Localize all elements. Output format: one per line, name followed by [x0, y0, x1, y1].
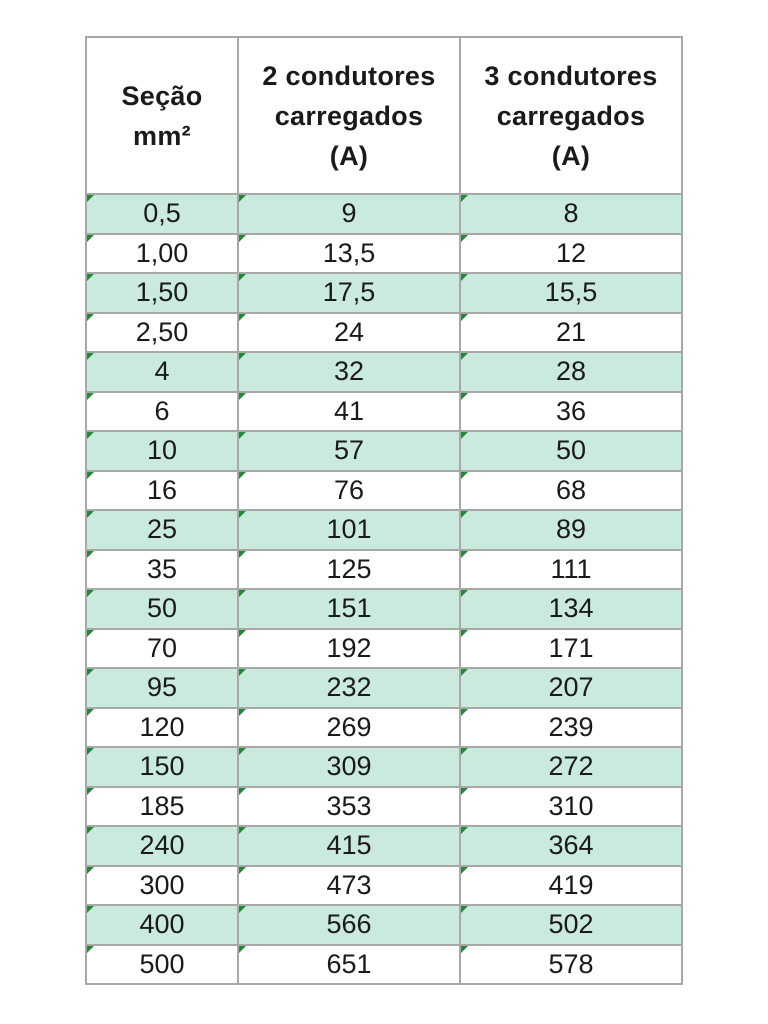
table-row [86, 194, 682, 234]
cell-value: 578 [548, 948, 594, 979]
cell-value: 125 [326, 553, 372, 584]
cell-two-conductors [238, 826, 460, 866]
cell-three-conductors [460, 471, 682, 511]
cell-marker-icon [239, 314, 246, 321]
table-row [86, 826, 682, 866]
cell-value: 21 [555, 316, 587, 347]
cell-marker-icon [461, 235, 468, 242]
cell-marker-icon [239, 432, 246, 439]
cell-marker-icon [87, 235, 94, 242]
cell-two-conductors [238, 313, 460, 353]
cell-value: 651 [326, 948, 372, 979]
cell-value: 32 [333, 356, 365, 387]
cell-three-conductors [460, 708, 682, 748]
cell-value: 50 [146, 593, 178, 624]
cell-value: 1,00 [135, 237, 189, 268]
cell-marker-icon [239, 235, 246, 242]
cell-value: 419 [548, 869, 594, 900]
cell-three-conductors [460, 194, 682, 234]
header-three-conductors-line: (A) [551, 140, 591, 171]
cell-three-conductors [460, 905, 682, 945]
cell-three-conductors [460, 589, 682, 629]
cell-value: 473 [326, 869, 372, 900]
table-row [86, 392, 682, 432]
cell-value: 353 [326, 790, 372, 821]
cell-marker-icon [461, 195, 468, 202]
cell-value: 4 [154, 356, 170, 387]
cell-three-conductors [460, 431, 682, 471]
header-three-conductors-line: carregados [496, 100, 646, 131]
cell-value: 239 [548, 711, 594, 742]
cell-value: 185 [139, 790, 185, 821]
cell-three-conductors [460, 866, 682, 906]
cell-value: 68 [555, 474, 587, 505]
cell-marker-icon [461, 788, 468, 795]
cell-value: 36 [555, 395, 587, 426]
cell-section [86, 273, 238, 313]
cell-section [86, 708, 238, 748]
cell-section [86, 747, 238, 787]
cell-marker-icon [239, 511, 246, 518]
cell-section [86, 589, 238, 629]
cell-marker-icon [461, 590, 468, 597]
table-row [86, 510, 682, 550]
cell-three-conductors [460, 550, 682, 590]
cell-section [86, 945, 238, 985]
cell-three-conductors [460, 313, 682, 353]
table-row [86, 629, 682, 669]
cell-marker-icon [461, 946, 468, 953]
cell-marker-icon [239, 472, 246, 479]
cell-marker-icon [461, 432, 468, 439]
header-three-conductors [460, 37, 682, 194]
cell-section [86, 629, 238, 669]
cell-three-conductors [460, 629, 682, 669]
cell-two-conductors [238, 668, 460, 708]
cell-value: 17,5 [322, 277, 376, 308]
header-three-conductors-line: 3 condutores [484, 60, 658, 91]
cell-marker-icon [87, 630, 94, 637]
cell-marker-icon [87, 788, 94, 795]
cell-three-conductors [460, 826, 682, 866]
cell-marker-icon [461, 748, 468, 755]
cell-marker-icon [87, 748, 94, 755]
cell-marker-icon [239, 788, 246, 795]
cell-marker-icon [87, 314, 94, 321]
cell-value: 2,50 [135, 316, 189, 347]
cell-marker-icon [461, 274, 468, 281]
cell-marker-icon [461, 472, 468, 479]
cell-value: 1,50 [135, 277, 189, 308]
cell-two-conductors [238, 234, 460, 274]
cell-three-conductors [460, 747, 682, 787]
cell-value: 566 [326, 909, 372, 940]
cell-section [86, 431, 238, 471]
cell-section [86, 194, 238, 234]
cell-marker-icon [87, 906, 94, 913]
table-row [86, 787, 682, 827]
table-row [86, 708, 682, 748]
cell-three-conductors [460, 787, 682, 827]
cell-value: 70 [146, 632, 178, 663]
table-row [86, 471, 682, 511]
cell-value: 24 [333, 316, 365, 347]
cell-value: 6 [154, 395, 170, 426]
cell-value: 232 [326, 672, 372, 703]
cell-value: 13,5 [322, 237, 376, 268]
cell-value: 8 [563, 198, 579, 229]
cell-marker-icon [239, 195, 246, 202]
cell-three-conductors [460, 392, 682, 432]
cell-marker-icon [87, 709, 94, 716]
cell-value: 95 [146, 672, 178, 703]
cell-marker-icon [239, 393, 246, 400]
cell-marker-icon [239, 274, 246, 281]
cell-two-conductors [238, 905, 460, 945]
cell-two-conductors [238, 945, 460, 985]
cell-section [86, 471, 238, 511]
cell-marker-icon [239, 867, 246, 874]
cell-two-conductors [238, 471, 460, 511]
cell-marker-icon [87, 511, 94, 518]
cell-value: 120 [139, 711, 185, 742]
header-two-conductors-line: 2 condutores [262, 60, 436, 91]
table-row [86, 352, 682, 392]
cell-marker-icon [87, 195, 94, 202]
cell-value: 192 [326, 632, 372, 663]
header-section-line: Seção [121, 80, 203, 111]
cell-value: 89 [555, 514, 587, 545]
table-row [86, 589, 682, 629]
cell-two-conductors [238, 194, 460, 234]
cell-marker-icon [461, 314, 468, 321]
cell-value: 28 [555, 356, 587, 387]
cell-two-conductors [238, 708, 460, 748]
cell-marker-icon [461, 827, 468, 834]
cell-two-conductors [238, 273, 460, 313]
cell-marker-icon [239, 551, 246, 558]
cell-section [86, 234, 238, 274]
header-section-line: mm² [133, 120, 191, 151]
cell-value: 310 [548, 790, 594, 821]
cell-two-conductors [238, 550, 460, 590]
cell-section [86, 510, 238, 550]
cell-section [86, 787, 238, 827]
header-two-conductors-line: carregados [274, 100, 424, 131]
cell-value: 151 [326, 593, 372, 624]
cell-marker-icon [239, 630, 246, 637]
header-two-conductors-line: (A) [329, 140, 369, 171]
cell-marker-icon [87, 590, 94, 597]
cell-value: 76 [333, 474, 365, 505]
cell-section [86, 668, 238, 708]
cell-marker-icon [87, 432, 94, 439]
cell-three-conductors [460, 945, 682, 985]
cell-value: 269 [326, 711, 372, 742]
cell-marker-icon [461, 669, 468, 676]
table-row [86, 866, 682, 906]
cell-two-conductors [238, 392, 460, 432]
cell-value: 400 [139, 909, 185, 940]
cell-section [86, 313, 238, 353]
cell-marker-icon [239, 946, 246, 953]
cell-two-conductors [238, 352, 460, 392]
cell-marker-icon [461, 353, 468, 360]
cell-two-conductors [238, 510, 460, 550]
cell-value: 16 [146, 474, 178, 505]
table-row [86, 313, 682, 353]
table-row [86, 905, 682, 945]
cell-section [86, 392, 238, 432]
cell-value: 50 [555, 435, 587, 466]
table-row [86, 945, 682, 985]
cell-value: 0,5 [143, 198, 181, 229]
cell-value: 101 [326, 514, 372, 545]
cell-marker-icon [239, 748, 246, 755]
cell-value: 41 [333, 395, 365, 426]
cell-marker-icon [87, 669, 94, 676]
cell-marker-icon [87, 867, 94, 874]
cell-value: 240 [139, 830, 185, 861]
cell-marker-icon [461, 630, 468, 637]
cell-value: 415 [326, 830, 372, 861]
cell-section [86, 905, 238, 945]
cell-value: 171 [548, 632, 594, 663]
cell-marker-icon [87, 393, 94, 400]
cell-two-conductors [238, 787, 460, 827]
cell-value: 9 [341, 198, 357, 229]
cell-three-conductors [460, 352, 682, 392]
table-row [86, 550, 682, 590]
cell-value: 300 [139, 869, 185, 900]
cell-marker-icon [87, 353, 94, 360]
cell-value: 10 [146, 435, 178, 466]
cell-marker-icon [239, 590, 246, 597]
cell-value: 57 [333, 435, 365, 466]
cell-value: 35 [146, 553, 178, 584]
cell-value: 12 [555, 237, 587, 268]
cell-marker-icon [239, 669, 246, 676]
cell-value: 25 [146, 514, 178, 545]
cell-value: 150 [139, 751, 185, 782]
cell-two-conductors [238, 431, 460, 471]
table-row [86, 431, 682, 471]
cell-marker-icon [87, 472, 94, 479]
cell-marker-icon [461, 551, 468, 558]
cell-section [86, 826, 238, 866]
cell-three-conductors [460, 668, 682, 708]
cell-marker-icon [87, 946, 94, 953]
cell-marker-icon [461, 906, 468, 913]
cell-value: 272 [548, 751, 594, 782]
cell-two-conductors [238, 866, 460, 906]
cell-value: 309 [326, 751, 372, 782]
header-row [86, 37, 682, 194]
cell-marker-icon [87, 551, 94, 558]
cell-two-conductors [238, 747, 460, 787]
cell-value: 111 [550, 553, 592, 584]
table-row [86, 747, 682, 787]
cell-marker-icon [461, 393, 468, 400]
cell-section [86, 352, 238, 392]
cell-marker-icon [239, 906, 246, 913]
ampacity-table [85, 36, 683, 985]
cell-value: 502 [548, 909, 594, 940]
cell-marker-icon [461, 709, 468, 716]
cell-marker-icon [461, 511, 468, 518]
cell-two-conductors [238, 589, 460, 629]
header-two-conductors [238, 37, 460, 194]
table-row [86, 273, 682, 313]
cell-section [86, 866, 238, 906]
cell-value: 500 [139, 948, 185, 979]
table-row [86, 668, 682, 708]
cell-marker-icon [87, 274, 94, 281]
cell-value: 364 [548, 830, 594, 861]
cell-two-conductors [238, 629, 460, 669]
cell-marker-icon [461, 867, 468, 874]
cell-marker-icon [239, 827, 246, 834]
cell-marker-icon [239, 709, 246, 716]
table-row [86, 234, 682, 274]
cell-three-conductors [460, 273, 682, 313]
cell-marker-icon [239, 353, 246, 360]
cell-value: 207 [548, 672, 594, 703]
cell-value: 15,5 [544, 277, 598, 308]
header-section [86, 37, 238, 194]
cell-three-conductors [460, 510, 682, 550]
cell-section [86, 550, 238, 590]
cell-value: 134 [548, 593, 594, 624]
table-body [86, 194, 682, 984]
cell-marker-icon [87, 827, 94, 834]
cell-three-conductors [460, 234, 682, 274]
